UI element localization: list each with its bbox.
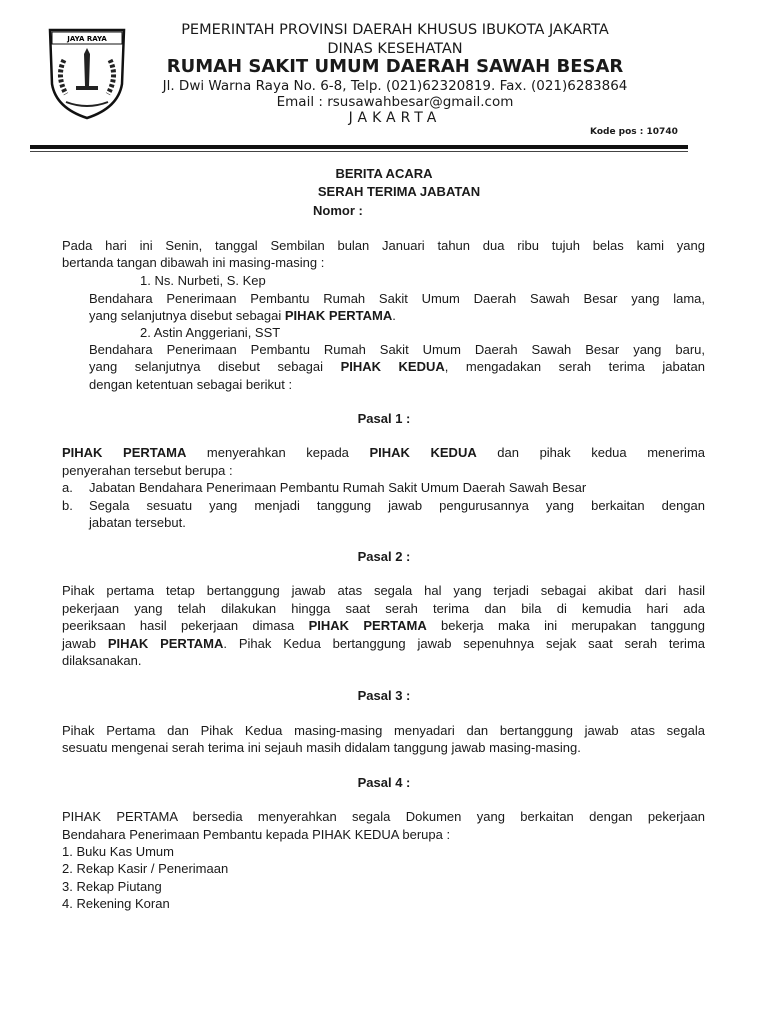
- list-marker: [62, 480, 73, 496]
- text: Pada hari ini Senin, tanggal Sembilan bulan Januari tahun dua ribu tujuh belas kami yang: [62, 238, 705, 253]
- doc-number-label: [313, 203, 363, 219]
- text: bekerja maka ini merupakan tanggung: [426, 618, 705, 633]
- hospital-name: RUMAH SAKIT UMUM DAERAH SAWAH BESAR: [166, 56, 624, 77]
- text: 1. Buku Kas Umum: [62, 844, 174, 859]
- bold-text: Pasal 2 :: [357, 549, 411, 564]
- text: Bendahara Penerimaan Pembantu Rumah Sakit Umum Daerah Sawah Besar yang lama,: [89, 291, 705, 306]
- text: b.: [62, 498, 73, 513]
- para-line: [62, 238, 705, 254]
- text: Segala sesuatu yang menjadi tanggung jawab pengurusannya yang berkaitan dengan: [89, 498, 705, 513]
- para-line: [62, 445, 705, 461]
- list-item: [89, 498, 705, 514]
- text: jawab: [62, 636, 108, 651]
- bold-text: Nomor :: [313, 203, 363, 218]
- doc-title: [250, 166, 518, 182]
- party-2-name: [140, 325, 280, 341]
- text: jabatan tersebut.: [89, 515, 186, 530]
- para-line: [62, 723, 705, 739]
- document-list-item: [62, 861, 228, 877]
- jakarta-crest-logo: [46, 24, 128, 120]
- para-line: [89, 377, 292, 393]
- address: Jl. Dwi Warna Raya No. 6-8, Telp. (021)62320819. Fax. (021)6283864: [162, 78, 628, 94]
- bold-text: PIHAK KEDUA: [340, 359, 445, 374]
- pasal-1-heading: [250, 411, 518, 427]
- list-item: [89, 515, 186, 531]
- text: dilaksanakan.: [62, 653, 142, 668]
- email: Email : rsusawahbesar@gmail.com: [276, 94, 514, 110]
- letterhead-divider: [30, 145, 688, 149]
- text: 3. Rekap Piutang: [62, 879, 162, 894]
- text: pekerjaan yang telah dilakukan hingga saat serah terima dan bila di kemudia hari ada: [62, 601, 705, 616]
- para-line: [62, 255, 324, 271]
- para-line: [62, 740, 581, 756]
- bold-text: PIHAK PERTAMA: [62, 445, 187, 460]
- text: Pihak Pertama dan Pihak Kedua masing-masing menyadari dan bertanggung jawab atas segala: [62, 723, 705, 738]
- document-list-item: [62, 896, 170, 912]
- bold-text: SERAH TERIMA JABATAN: [317, 184, 481, 199]
- text: .: [392, 308, 396, 323]
- party-1-name: [140, 273, 266, 289]
- text: 2. Rekap Kasir / Penerimaan: [62, 861, 229, 876]
- text: Jabatan Bendahara Penerimaan Pembantu Rumah Sakit Umum Daerah Sawah Besar: [89, 480, 587, 495]
- para-line: [62, 809, 705, 825]
- pasal-4-heading: [250, 775, 518, 791]
- bold-text: PIHAK KEDUA: [369, 445, 477, 460]
- text: penyerahan tersebut berupa :: [62, 463, 233, 478]
- bold-text: BERITA ACARA: [335, 166, 433, 181]
- svg-text:JAYA RAYA: JAYA RAYA: [67, 35, 107, 43]
- bold-text: PIHAK PERTAMA: [107, 636, 224, 651]
- para-line: [62, 636, 705, 652]
- para-line: [62, 463, 233, 479]
- text: 1. Ns. Nurbeti, S. Kep: [140, 273, 266, 288]
- text: Pihak pertama tetap bertanggung jawab atas segala hal yang terjadi sebagai akibat dari hasil: [62, 583, 705, 598]
- list-marker: [62, 498, 73, 514]
- text: peeriksaan hasil pekerjaan dimasa: [62, 618, 309, 633]
- text: yang selanjutnya disebut sebagai: [89, 308, 285, 323]
- text: 4. Rekening Koran: [62, 896, 170, 911]
- text: dengan ketentuan sebagai berikut :: [89, 377, 293, 392]
- text: Bendahara Penerimaan Pembantu Rumah Sakit Umum Daerah Sawah Besar yang baru,: [89, 342, 705, 357]
- para-line: [62, 618, 705, 634]
- text: , mengadakan serah terima jabatan: [444, 359, 705, 374]
- para-line: [62, 653, 142, 669]
- text: 2. Astin Anggeriani, SST: [140, 325, 281, 340]
- para-line: [89, 308, 396, 324]
- document-list-item: [62, 844, 174, 860]
- bold-text: Pasal 3 :: [357, 688, 411, 703]
- text: dan pihak kedua menerima: [476, 445, 705, 460]
- text: sesuatu mengenai serah terima ini sejauh masih didalam tanggung jawab masing-masing.: [62, 740, 581, 755]
- para-line: [89, 291, 705, 307]
- text: yang selanjutnya disebut sebagai: [89, 359, 341, 374]
- para-line: [62, 583, 705, 599]
- text: PIHAK PERTAMA bersedia menyerahkan segala Dokumen yang berkaitan dengan pekerjaan: [62, 809, 705, 824]
- bold-text: Pasal 4 :: [357, 775, 411, 790]
- para-line: [62, 601, 705, 617]
- bold-text: Pasal 1 :: [357, 411, 411, 426]
- text: a.: [62, 480, 73, 495]
- text: Bendahara Penerimaan Pembantu kepada PIHAK KEDUA berupa :: [62, 827, 451, 842]
- bold-text: PIHAK PERTAMA: [308, 618, 427, 633]
- city: JAKARTA: [348, 110, 442, 126]
- letterhead-divider-thin: [30, 151, 688, 152]
- gov-heading: PEMERINTAH PROVINSI DAERAH KHUSUS IBUKOTA JAKARTA: [181, 22, 609, 38]
- doc-subtitle: [250, 184, 548, 200]
- para-line: [89, 342, 705, 358]
- department-heading: DINAS KESEHATAN: [327, 41, 463, 57]
- para-line: [89, 359, 705, 375]
- text: bertanda tangan dibawah ini masing-masing :: [62, 255, 325, 270]
- para-line: [62, 827, 450, 843]
- pasal-3-heading: [250, 688, 518, 704]
- bold-text: PIHAK PERTAMA: [284, 308, 393, 323]
- text: . Pihak Kedua bertanggung jawab sepenuhnya sejak saat serah terima: [223, 636, 706, 651]
- postal-code: Kode pos : 10740: [590, 127, 678, 137]
- list-item: [89, 480, 586, 496]
- pasal-2-heading: [250, 549, 518, 565]
- text: menyerahkan kepada: [186, 445, 370, 460]
- document-list-item: [62, 879, 162, 895]
